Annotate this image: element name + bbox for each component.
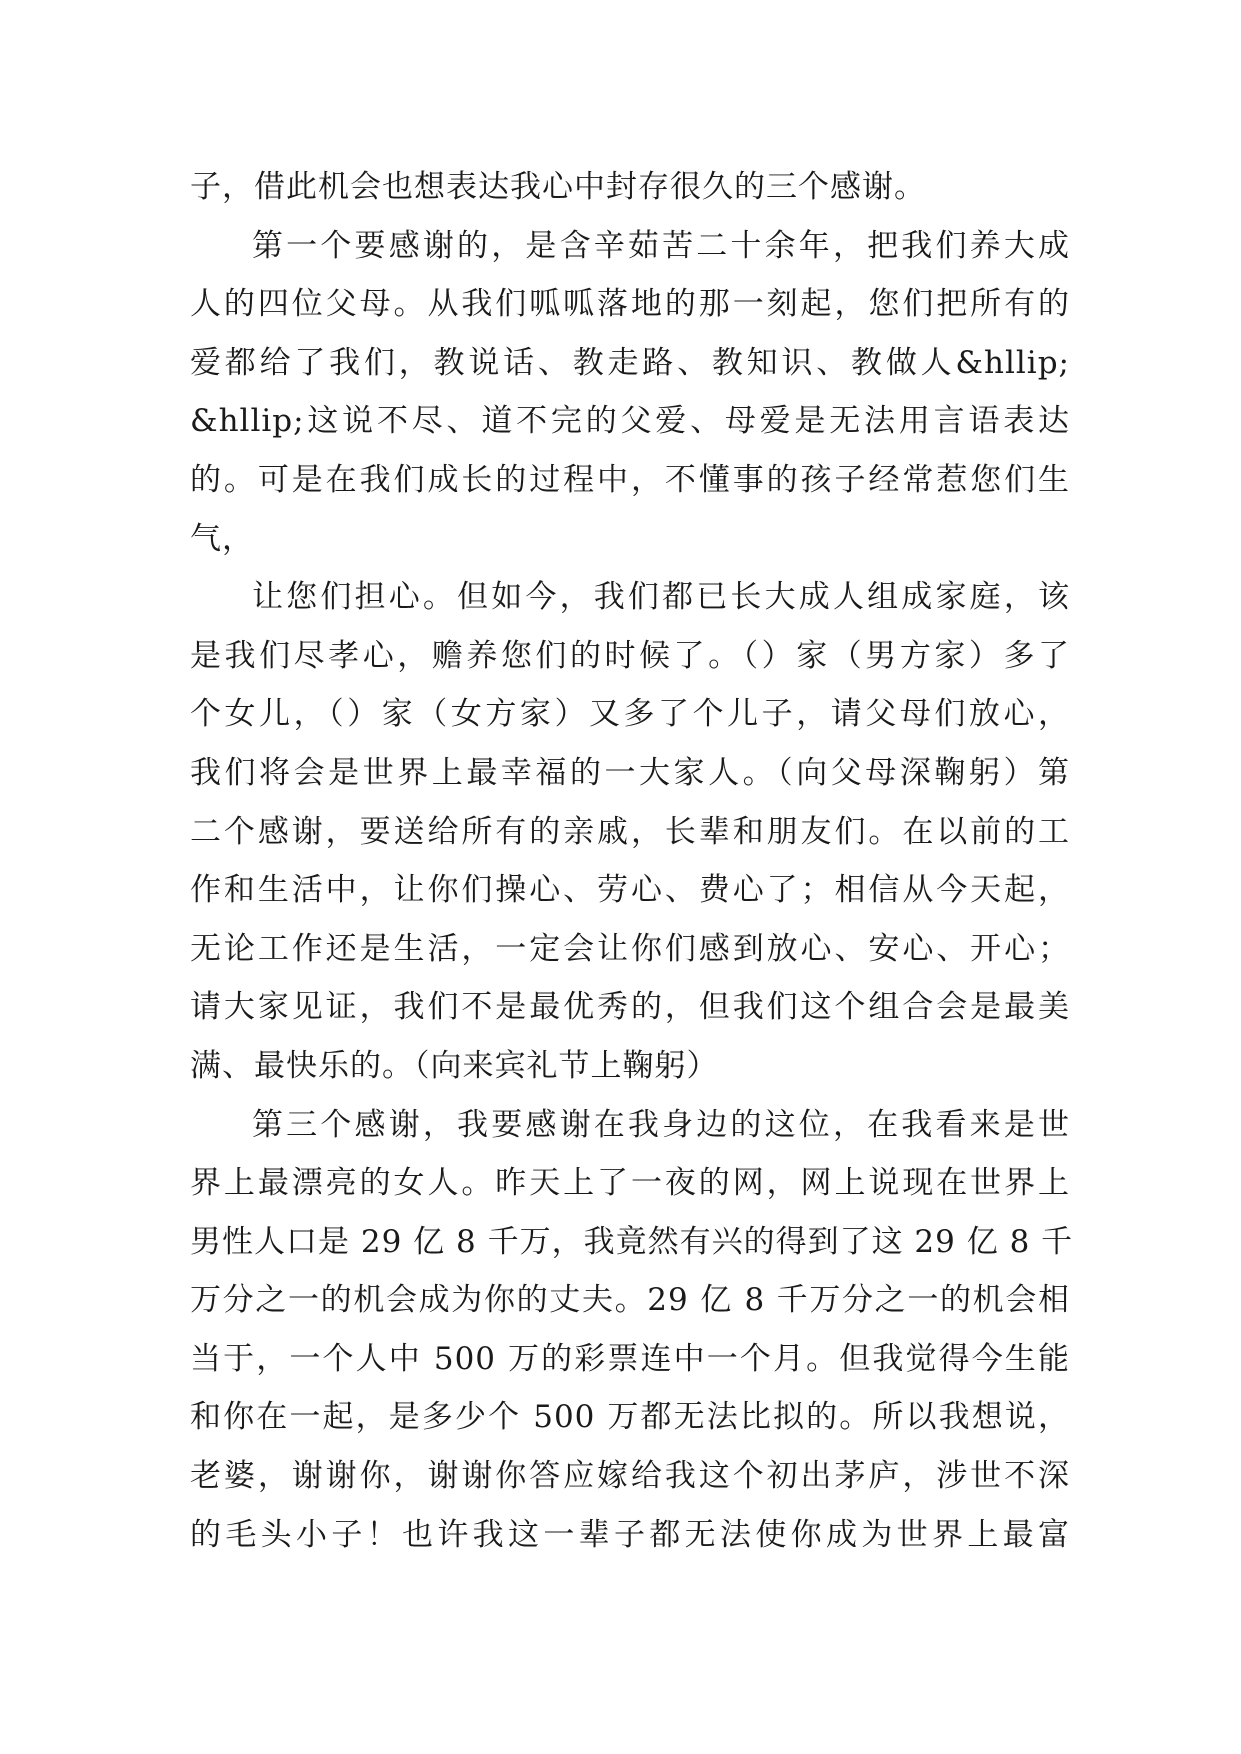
- document-body: [190, 158, 1074, 1564]
- text-line: 界上最漂亮的女人。昨天上了一夜的网，网上说现在世界上: [190, 1165, 1070, 1202]
- text-line: 和你在一起，是多少个 500 万都无法比拟的。所以我想说，: [190, 1399, 1070, 1436]
- text-line: 二个感谢，要送给所有的亲戚，长辈和朋友们。在以前的工: [190, 813, 1070, 850]
- text-line: 请大家见证，我们不是最优秀的，但我们这个组合会是最美: [190, 989, 1070, 1026]
- text-line: 当于，一个人中 500 万的彩票连中一个月。但我觉得今生能: [190, 1340, 1070, 1377]
- text-line: 爱都给了我们，教说话、教走路、教知识、教做人&hllip;: [190, 344, 1070, 381]
- text-line: 个女儿，（）家（女方家）又多了个儿子，请父母们放心，: [190, 696, 1070, 733]
- text-line: 的。可是在我们成长的过程中，不懂事的孩子经常惹您们生: [190, 461, 1070, 498]
- text-line: 子，借此机会也想表达我心中封存很久的三个感谢。: [190, 169, 926, 205]
- text-line: &hllip;这说不尽、道不完的父爱、母爱是无法用言语表达: [190, 403, 1070, 440]
- text-line: 让您们担心。但如今，我们都已长大成人组成家庭，该: [252, 579, 1070, 616]
- text-line: 的毛头小子！也许我这一辈子都无法使你成为世界上最富: [190, 1516, 1070, 1553]
- text-line: 男性人口是 29 亿 8 千万，我竟然有兴的得到了这 29 亿 8 千: [190, 1223, 1074, 1260]
- text-line: 人的四位父母。从我们呱呱落地的那一刻起，您们把所有的: [190, 286, 1070, 323]
- text-line: 作和生活中，让你们操心、劳心、费心了；相信从今天起，: [190, 872, 1070, 909]
- text-line: 是我们尽孝心，赡养您们的时候了。（）家（男方家）多了: [190, 637, 1070, 674]
- text-line: 老婆，谢谢你，谢谢你答应嫁给我这个初出茅庐，涉世不深: [190, 1458, 1070, 1495]
- text-line: 第一个要感谢的，是含辛茹苦二十余年，把我们养大成: [252, 227, 1070, 264]
- text-line: 气，: [190, 520, 254, 557]
- text-line: 第三个感谢，我要感谢在我身边的这位，在我看来是世: [252, 1106, 1070, 1143]
- text-line: 无论工作还是生活，一定会让你们感到放心、安心、开心；: [190, 930, 1070, 967]
- text-line: 满、最快乐的。（向来宾礼节上鞠躬）: [190, 1047, 719, 1084]
- text-line: 我们将会是世界上最幸福的一大家人。（向父母深鞠躬）第: [190, 754, 1070, 791]
- text-line: 万分之一的机会成为你的丈夫。29 亿 8 千万分之一的机会相: [190, 1282, 1070, 1319]
